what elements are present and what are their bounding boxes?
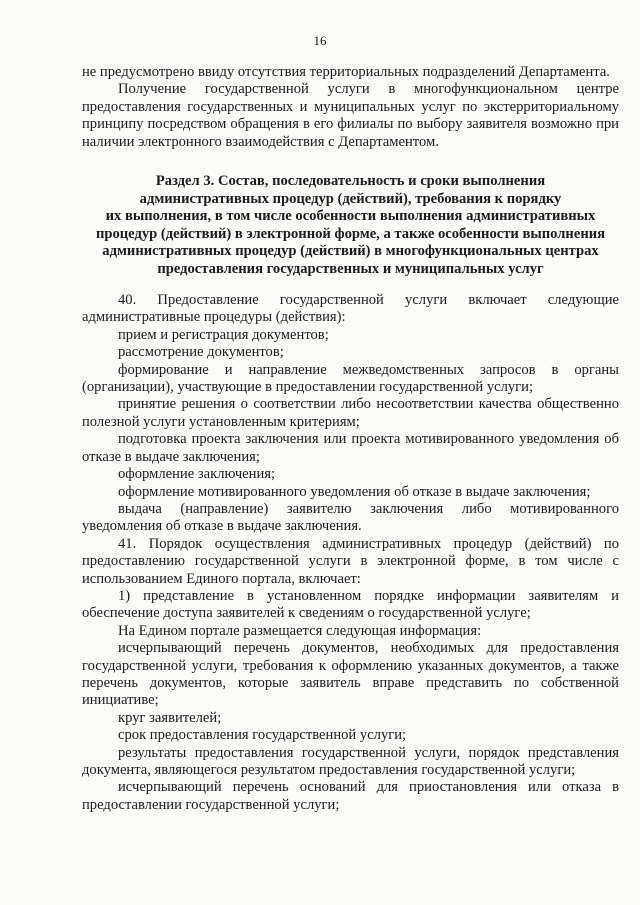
paragraph: Получение государственной услуги в многофункциональном центре предоставления государственных и муниципальных услуг по экстерриториальному принципу посредством обращения в его филиалы по выбору заявителя возможно при наличии электронного взаимодействия с Департаментом. (82, 81, 619, 150)
section-heading-line: процедур (действий) в электронной форме, а также особенности выполнения (95, 225, 606, 242)
paragraph-item-41: 41. Порядок осуществления административных процедур (действий) по предоставлению государственной услуги в электронной форме, в том числе с использованием Единого портала, включает: (82, 535, 619, 587)
list-item: результаты предоставления государственной услуги, порядок представления документа, являющегося результатом предоставления государственной услуги; (82, 744, 619, 778)
list-item: рассмотрение документов; (118, 344, 284, 361)
section-heading-line: административных процедур (действий), требования к порядку (139, 190, 562, 207)
list-item: формирование и направление межведомственных запросов в органы (организации), участвующие в предоставлении государственной услуги; (82, 361, 619, 396)
section-heading-line: предоставления государственных и муниципальных услуг (157, 260, 544, 277)
list-item: принятие решения о соответствии либо несоответствии качества общественно полезной услуги установленным критериям; (82, 396, 619, 430)
list-item: оформление мотивированного уведомления об отказе в выдаче заключения; (118, 483, 591, 500)
list-item: 1) представление в установленном порядке информации заявителям и обеспечение доступа заявителей к сведениям о государственной услуге; (82, 587, 619, 622)
page-number: 16 (313, 33, 327, 48)
list-item: выдача (направление) заявителю заключения либо мотивированного уведомления об отказе в выдаче заключения. (82, 500, 619, 535)
list-item: прием и регистрация документов; (118, 326, 329, 343)
section-heading-line: Раздел 3. Состав, последовательность и сроки выполнения (155, 173, 546, 190)
section-heading (82, 173, 619, 278)
list-item: срок предоставления государственной услуги; (118, 727, 407, 744)
paragraph-item-40: 40. Предоставление государственной услуги включает следующие административные процедуры (действия): (82, 292, 619, 326)
list-item: подготовка проекта заключения или проекта мотивированного уведомления об отказе в выдаче заключения; (82, 431, 619, 465)
section-heading-line: административных процедур (действий) в многофункциональных центрах (102, 243, 599, 260)
paragraph-continuation: не предусмотрено ввиду отсутствия территориальных подразделений Департамента. (82, 64, 610, 80)
list-item: круг заявителей; (118, 709, 222, 726)
section-heading-line: их выполнения, в том числе особенности выполнения административных (105, 208, 596, 225)
list-item: исчерпывающий перечень оснований для приостановления или отказа в предоставлении государственной услуги; (82, 779, 619, 813)
page-content (82, 64, 619, 814)
list-item: На Едином портале размещается следующая информация: (118, 622, 482, 639)
list-item: оформление заключения; (118, 466, 276, 483)
list-item: исчерпывающий перечень документов, необходимых для предоставления государственной услуги, требования к оформлению указанных документов, а также перечень документов, которые заявитель вправе представить по собственной инициативе; (82, 640, 619, 709)
